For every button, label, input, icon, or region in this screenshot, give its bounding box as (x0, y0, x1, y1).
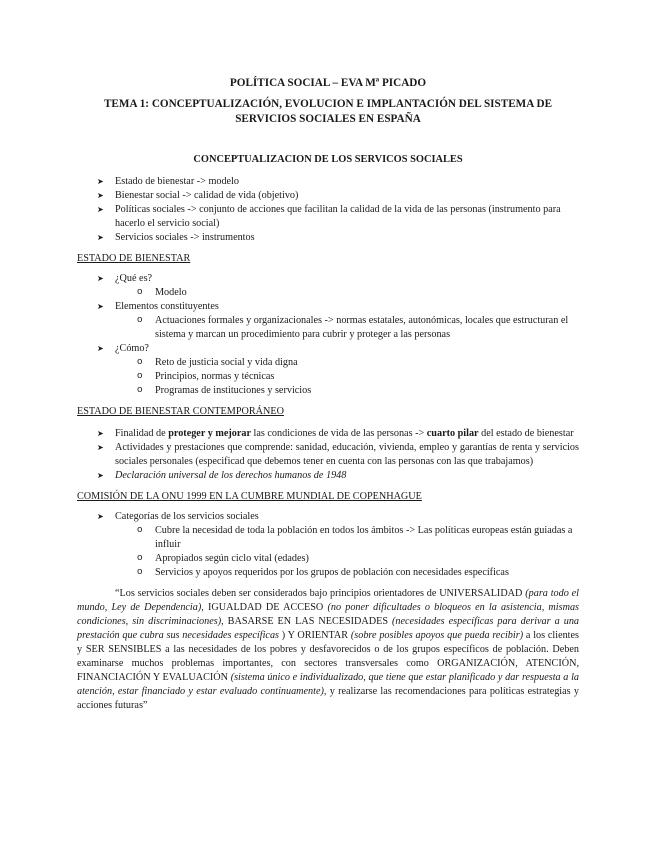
sublist-item: o Cubre la necesidad de toda la población en todos los ámbitos -> Las políticas europeas están guiadas a influir (77, 524, 579, 552)
italic-text: (necesidades específicas para derivar a una prestación que cubra sus necesidades específicas (77, 616, 580, 641)
sublist-item: o Principios, normas y técnicas (77, 370, 579, 384)
italic-text: (sobre posibles apoyos que pueda recibir) (350, 630, 524, 641)
text-span: “Los servicios sociales deben ser considerados bajo principios orientadores de UNIVERSALIDAD (115, 588, 526, 599)
section-heading-estado-contemporaneo: ESTADO DE BIENESTAR CONTEMPORÁNEO (77, 406, 284, 417)
italic-text: Declaración universal de los derechos humanos de 1948 (115, 470, 347, 481)
text-span: a los clientes y SER SENSIBLES a las necesidades de los pobres y desfavorecidos o de los grupos específicos de población. Deben examinarse muchos problemas importantes, con sectores transversales como ORGANIZACIÓN, ATENCIÓN, FINANCIACIÓN Y EVALUACIÓN (77, 630, 579, 683)
text-span: del estado de bienestar (478, 428, 574, 439)
list-item (77, 272, 579, 300)
list-item-text: ¿Cómo? (115, 343, 149, 354)
sublist-item: o Actuaciones formales y organizacionales -> normas estatales, autonómicas, locales que estructuran el sistema y marcan un procedimiento para cubrir y proteger a las personas (77, 314, 579, 342)
list-item (77, 300, 579, 342)
sublist-item: o Servicios y apoyos requeridos por los grupos de población con necesidades específicas (77, 566, 579, 580)
list-item-text: ¿Qué es? (115, 273, 153, 284)
section-heading-onu: COMISIÓN DE LA ONU 1999 EN LA CUMBRE MUNDIAL DE COPENHAGUE (77, 491, 422, 502)
contemporaneo-list (77, 427, 579, 483)
text-span: , IGUALDAD DE ACCESO (201, 602, 328, 613)
quote-paragraph (77, 587, 579, 713)
sublist-item: o Apropiados según ciclo vital (edades) (77, 552, 579, 566)
sublist-item: o Modelo (77, 286, 579, 300)
section-title-conceptualizacion: CONCEPTUALIZACION DE LOS SERVICOS SOCIALES (193, 154, 463, 165)
list-item: ➤ Bienestar social -> calidad de vida (objetivo) (77, 189, 579, 203)
list-item (77, 510, 579, 580)
concept-list (77, 175, 579, 245)
list-item (77, 342, 579, 398)
document-title: POLÍTICA SOCIAL – EVA Mª PICADO (229, 77, 427, 89)
list-item (77, 469, 579, 483)
list-item: ➤ Actividades y prestaciones que comprende: sanidad, educación, vivienda, empleo y garantías de renta y servicios sociales personales (especificad que debemos tener en cuenta con las personas con las que trabajamos) (77, 441, 579, 469)
onu-list (77, 510, 579, 580)
italic-text: (para todo el mundo, Ley de Dependencia) (77, 588, 579, 613)
list-item: ➤ Políticas sociales -> conjunto de acciones que facilitan la calidad de la vida de las personas (instrumento para hacerlo el servicio social) (77, 203, 579, 231)
text-span: las condiciones de vida de las personas -> (251, 428, 427, 439)
text-span: , BASARSE EN LAS NECESIDADES (221, 616, 393, 627)
list-item (77, 427, 579, 441)
list-item-text: Elementos constituyentes (115, 301, 219, 312)
estado-bienestar-list (77, 272, 579, 398)
sublist (115, 314, 579, 342)
italic-text: (sistema único e individualizado, que tiene que estar planificado y dar respuesta a la atención, estar financiado y estar evaluado continuamente) (77, 672, 580, 697)
text-span: , y realizarse las recomendaciones para políticas estrategias y acciones futuras” (77, 686, 580, 711)
list-item-text: Categorías de los servicios sociales (115, 511, 259, 522)
section-heading-estado-bienestar: ESTADO DE BIENESTAR (77, 253, 191, 264)
sublist-item: o Programas de instituciones y servicios (77, 384, 579, 398)
sublist (115, 524, 579, 580)
list-item: ➤ Servicios sociales -> instrumentos (77, 231, 579, 245)
italic-text: (no poner dificultades o bloqueos en la asistencia, mismas condiciones, sin discriminaciones) (77, 602, 579, 627)
bold-text: cuarto pilar (426, 428, 479, 439)
text-span: Finalidad de (115, 428, 169, 439)
sublist (115, 356, 579, 398)
sublist-item: o Reto de justicia social y vida digna (77, 356, 579, 370)
text-span: ) Y ORIENTAR (279, 630, 351, 641)
sublist (115, 286, 579, 300)
document-subtitle: TEMA 1: CONCEPTUALIZACIÓN, EVOLUCION E IMPLANTACIÓN DEL SISTEMA DE SERVICIOS SOCIALES EN ESPAÑA (103, 98, 553, 125)
list-item: ➤ Estado de bienestar -> modelo (77, 175, 579, 189)
bold-text: proteger y mejorar (168, 428, 251, 439)
